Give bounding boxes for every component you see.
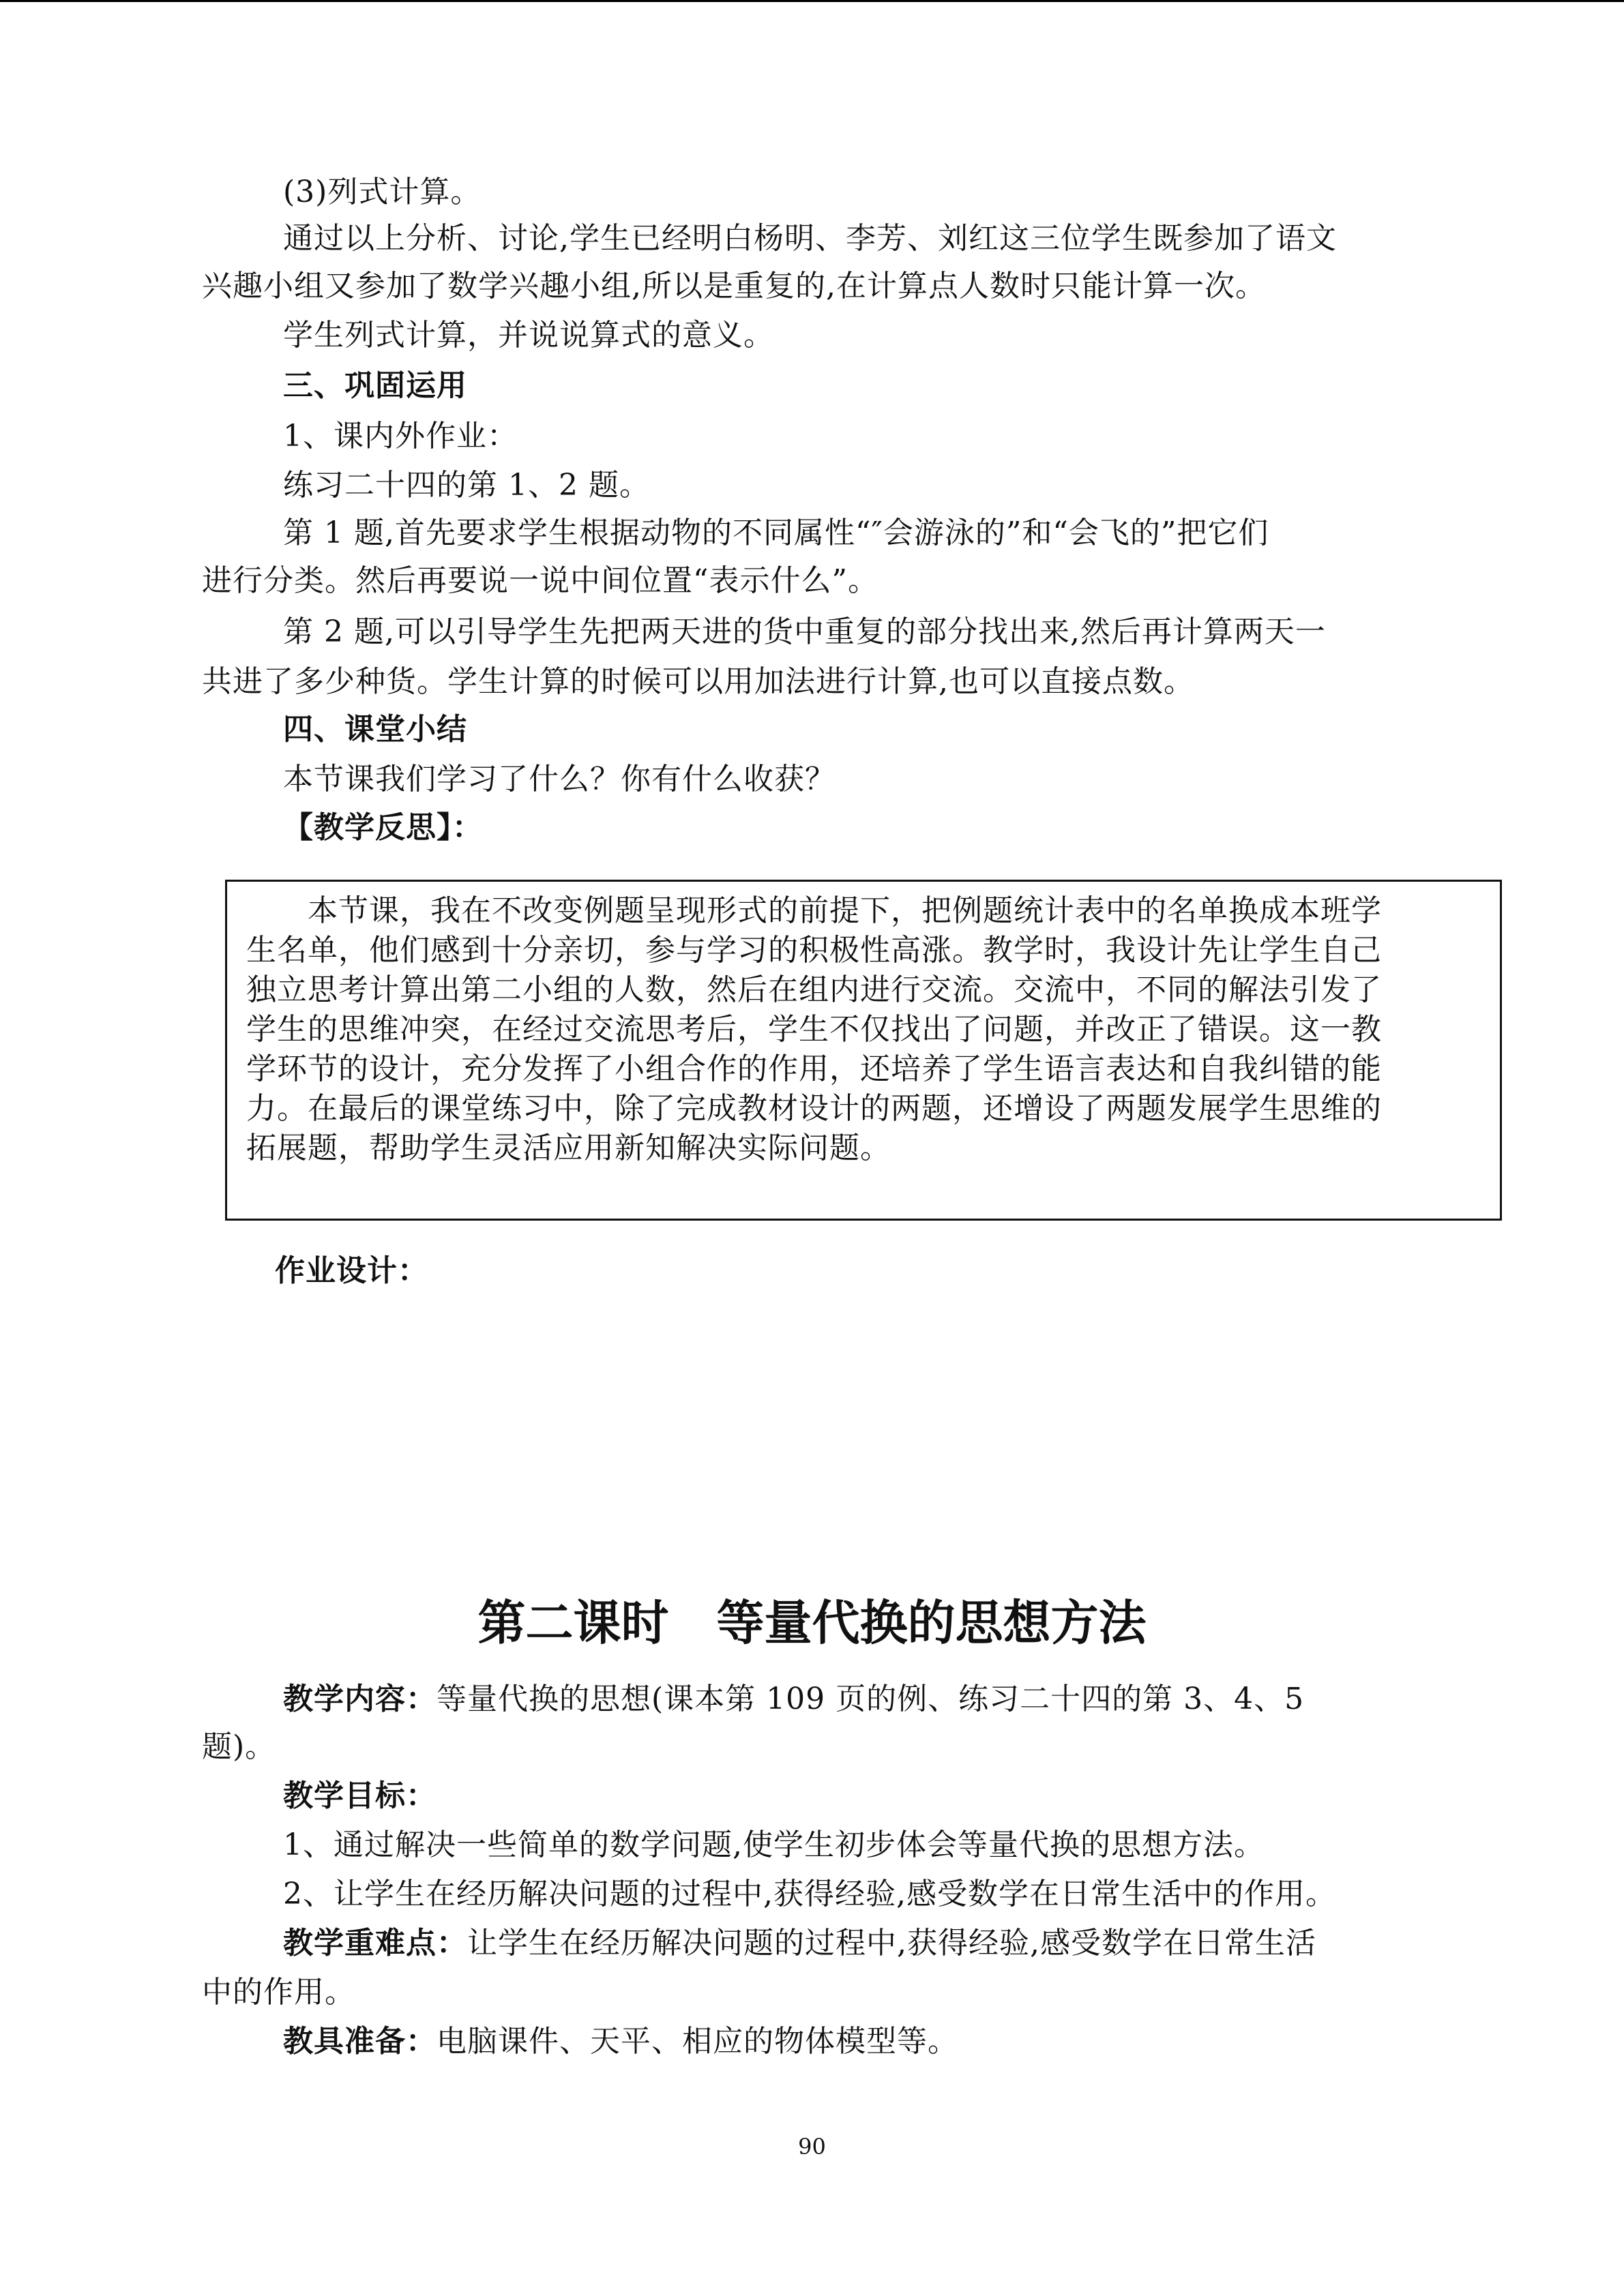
teaching-content-label: 教学内容： bbox=[283, 1682, 437, 1716]
homework-design-label: 作业设计： bbox=[275, 1253, 428, 1288]
exercise-reference: 练习二十四的第 1、2 题。 bbox=[283, 468, 650, 503]
question-2-line-1: 第 2 题,可以引导学生先把两天进的货中重复的部分找出来,然后再计算两天一 bbox=[283, 614, 1326, 649]
teaching-tools-text: 电脑课件、天平、相应的物体模型等。 bbox=[437, 2024, 958, 2059]
teaching-goal-1: 1、通过解决一些简单的数学问题,使学生初步体会等量代换的思想方法。 bbox=[283, 1828, 1265, 1862]
lesson-title: 第二课时 等量代换的思想方法 bbox=[477, 1595, 1147, 1651]
question-1-line-2: 进行分类。然后再要说一说中间位置“表示什么”。 bbox=[202, 563, 879, 598]
key-difficulty-text: 让学生在经历解决问题的过程中,获得经验,感受数学在日常生活 bbox=[467, 1926, 1316, 1960]
homework-item-1: 1、课内外作业： bbox=[283, 419, 518, 453]
teaching-content-line-1 bbox=[283, 1679, 1304, 1720]
students-calculate-text: 学生列式计算，并说说算式的意义。 bbox=[283, 318, 774, 353]
teaching-tools-line bbox=[283, 2021, 958, 2062]
teaching-tools-label: 教具准备： bbox=[283, 2024, 437, 2059]
section-4-heading: 四、课堂小结 bbox=[283, 712, 467, 747]
summary-question: 本节课我们学习了什么？你有什么收获？ bbox=[283, 762, 836, 796]
reflection-box bbox=[225, 880, 1502, 1221]
key-difficulty-line-1 bbox=[283, 1923, 1316, 1964]
analysis-paragraph-line-2: 兴趣小组又参加了数学兴趣小组,所以是重复的,在计算点人数时只能计算一次。 bbox=[202, 269, 1266, 303]
teaching-content-line-2: 题)。 bbox=[202, 1729, 276, 1764]
step-3-heading: (3)列式计算。 bbox=[283, 175, 482, 209]
reflection-line: 生名单，他们感到十分亲切，参与学习的积极性高涨。教学时，我设计先让学生自己 bbox=[246, 933, 1382, 968]
reflection-heading: 【教学反思】： bbox=[283, 810, 483, 845]
reflection-line: 学环节的设计，充分发挥了小组合作的作用，还培养了学生语言表达和自我纠错的能 bbox=[246, 1052, 1382, 1086]
reflection-line: 力。在最后的课堂练习中，除了完成教材设计的两题，还增设了两题发展学生思维的 bbox=[246, 1091, 1382, 1126]
reflection-line: 学生的思维冲突，在经过交流思考后，学生不仅找出了问题，并改正了错误。这一教 bbox=[246, 1012, 1382, 1047]
reflection-line: 独立思考计算出第二小组的人数，然后在组内进行交流。交流中，不同的解法引发了 bbox=[246, 972, 1382, 1007]
question-2-line-2: 共进了多少种货。学生计算的时候可以用加法进行计算,也可以直接点数。 bbox=[202, 664, 1194, 699]
reflection-line: 拓展题，帮助学生灵活应用新知解决实际问题。 bbox=[246, 1131, 891, 1165]
teaching-goals-label: 教学目标： bbox=[283, 1778, 437, 1813]
key-difficulty-label: 教学重难点： bbox=[283, 1926, 467, 1960]
teaching-content-text: 等量代换的思想(课本第 109 页的例、练习二十四的第 3、4、5 bbox=[437, 1682, 1305, 1716]
analysis-paragraph-line-1: 通过以上分析、讨论,学生已经明白杨明、李芳、刘红这三位学生既参加了语文 bbox=[283, 221, 1337, 256]
question-1-line-1: 第 1 题,首先要求学生根据动物的不同属性“″会游泳的”和“会飞的”把它们 bbox=[283, 516, 1269, 550]
section-3-heading: 三、巩固运用 bbox=[283, 368, 467, 403]
key-difficulty-line-2: 中的作用。 bbox=[202, 1975, 355, 2010]
teaching-goal-2: 2、让学生在经历解决问题的过程中,获得经验,感受数学在日常生活中的作用。 bbox=[283, 1877, 1336, 1911]
page-number: 90 bbox=[798, 2134, 826, 2160]
reflection-line: 本节课，我在不改变例题呈现形式的前提下，把例题统计表中的名单换成本班学 bbox=[246, 893, 1382, 928]
